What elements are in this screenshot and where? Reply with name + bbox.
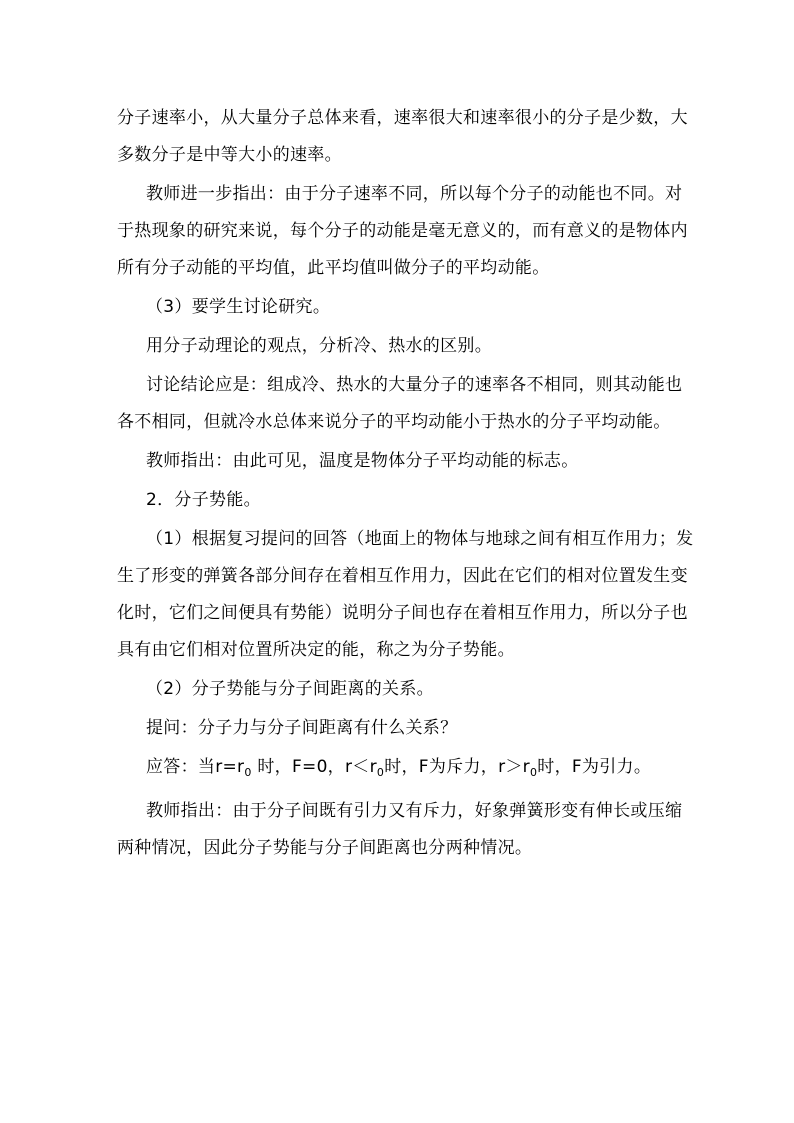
section-heading-potential-energy: 2．分子势能。 <box>146 490 261 510</box>
answer-subscript-1: 0 <box>244 766 252 779</box>
paragraph-student-discussion: （3）要学生讨论研究。 <box>146 297 331 317</box>
paragraph-temperature-indicator: 教师指出：由此可见，温度是物体分子平均动能的标志。 <box>146 451 579 471</box>
answer-subscript-2: 0 <box>376 766 385 779</box>
answer-part-2: 时，F=0，r＜r <box>251 757 377 777</box>
paragraph-molecular-speed: 分子速率小，从大量分子总体来看，速率很大和速率很小的分子是少数，大多数分子是中等大小的速率。 <box>117 108 688 165</box>
paragraph-discussion-conclusion: 讨论结论应是：组成冷、热水的大量分子的速率各不相同，则其动能也各不相同，但就冷水总体来说分子的平均动能小于热水的分子平均动能。 <box>117 375 683 432</box>
paragraph-question: 提问：分子力与分子间距离有什么关系？ <box>146 718 458 738</box>
paragraph-teacher-points-spring: 教师指出：由于分子间既有引力又有斥力，好象弹簧形变有伸长或压缩两种情况，因此分子势能与分子间距离也分两种情况。 <box>117 801 683 858</box>
document-body <box>117 100 697 869</box>
answer-part-3: 时，F为斥力，r＞r <box>384 757 530 777</box>
answer-prefix: 应答：当r=r <box>146 757 245 777</box>
paragraph-teacher-points-kinetic-energy: 教师进一步指出：由于分子速率不同，所以每个分子的动能也不同。对于热现象的研究来说，每个分子的动能是毫无意义的，而有意义的是物体内所有分子动能的平均值，此平均值叫做分子的平均动能。 <box>117 184 688 278</box>
answer-subscript-3: 0 <box>529 766 538 779</box>
paragraph-potential-distance-relation: （2）分子势能与分子间距离的关系。 <box>146 679 434 699</box>
paragraph-review-answer: （1）根据复习提问的回答（地面上的物体与地球之间有相互作用力；发生了形变的弹簧各部分间存在着相互作用力，因此在它们的相对位置发生变化时，它们之间便具有势能）说明分子间也存在着相互作用力，所以分子也具有由它们相对位置所决定的能，称之为分子势能。 <box>117 529 694 660</box>
paragraph-hot-cold-water: 用分子动理论的观点，分析冷、热水的区别。 <box>146 336 492 356</box>
paragraph-answer-force <box>117 749 697 791</box>
answer-part-4: 时，F为引力。 <box>537 757 652 777</box>
